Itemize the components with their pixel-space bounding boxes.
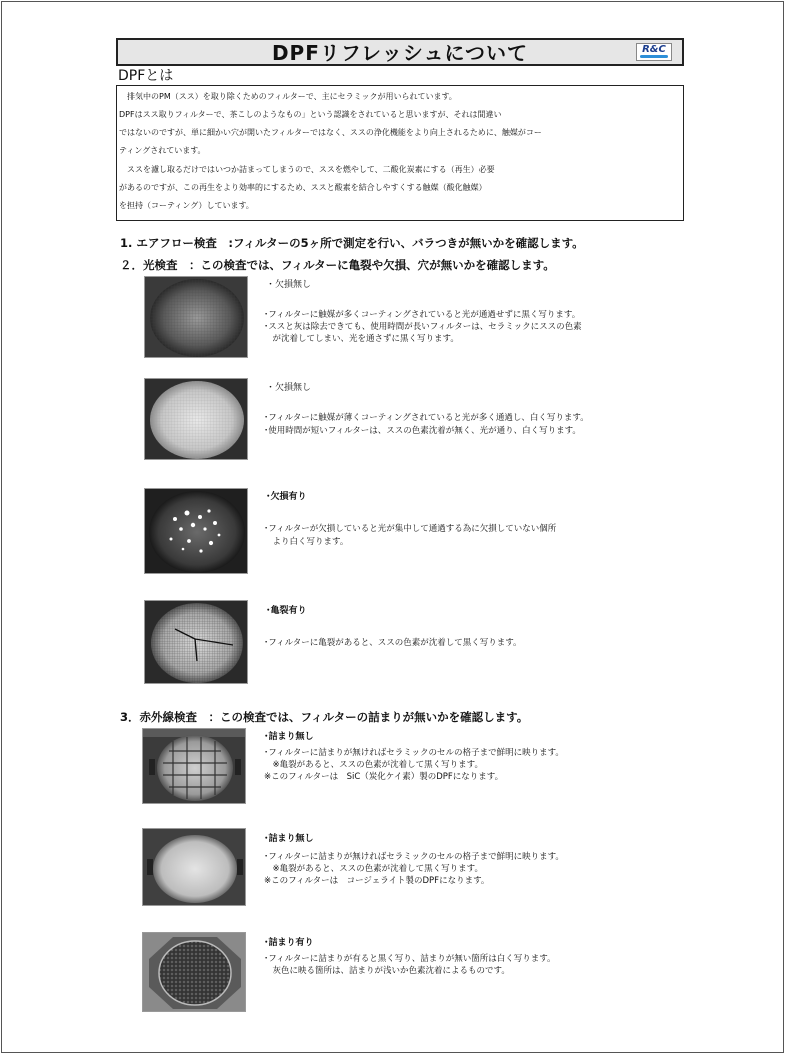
intro-line: を担持（コーティング）しています。 (119, 201, 254, 210)
light-heading: ２．光検査 ：この検査では、フィルターに亀裂や欠損、穴が無いかを確認します。 (120, 258, 555, 272)
intro-line: ティングされています。 (119, 146, 206, 155)
light-photo-bright (144, 378, 248, 460)
page-title: DPFリフレッシュについて (271, 41, 529, 65)
infrared-heading: 3．赤外線検査 ：この検査では、フィルターの詰まりが無いかを確認します。 (120, 710, 529, 724)
light-item-2-line: ･使用時間が短いフィルターは、ススの色素沈着が無く、光が通り、白く写ります。 (264, 426, 581, 436)
infrared-item-3-line: 灰色に映る箇所は、詰まりが浅いか色素沈着によるものです。 (264, 966, 510, 976)
light-item-3-line: ･フィルターが欠損していると光が集中して通過する為に欠損していない個所 (264, 524, 557, 534)
intro-heading: DPFとは (118, 68, 174, 84)
logo-wave-icon (640, 55, 668, 58)
intro-box (116, 85, 684, 221)
light-item-2-title: ・欠損無し (266, 383, 312, 393)
infrared-item-3-title: ･詰まり有り (264, 938, 314, 948)
intro-line: DPFはスス取りフィルターで、茶こしのようなもの」という認識をされていると思いますが、それは間違い (119, 110, 502, 119)
company-logo (636, 43, 672, 61)
light-item-1-line: ･ススと灰は除去できても、使用時間が長いフィルターは、セラミックにススの色素 (264, 322, 582, 332)
light-photo-crack (144, 600, 248, 684)
light-item-4-title: ･亀裂有り (266, 606, 307, 616)
infrared-item-1-line: ※亀裂があると、ススの色素が沈着して黒く写ります。 (264, 760, 483, 770)
infrared-item-2-line: ※亀裂があると、ススの色素が沈着して黒く写ります。 (264, 864, 483, 874)
infrared-photo-cordierite (142, 828, 246, 906)
light-item-1-line: が沈着してしまい、光を通さずに黒く写ります。 (264, 334, 459, 344)
infrared-item-1-line: ･フィルターに詰まりが無ければセラミックのセルの格子まで鮮明に映ります。 (264, 748, 564, 758)
infrared-photo-clogged (142, 932, 246, 1012)
infrared-item-2-line: ･フィルターに詰まりが無ければセラミックのセルの格子まで鮮明に映ります。 (264, 852, 564, 862)
infrared-item-2-title: ･詰まり無し (264, 834, 314, 844)
light-item-2-line: ･フィルターに触媒が薄くコーティングされていると光が多く通過し、白く写ります。 (264, 413, 589, 423)
infrared-item-2-line: ※このフィルターは コージェライト製のDPFになります。 (264, 876, 490, 886)
title-bar (116, 38, 684, 66)
light-photo-dark (144, 276, 248, 358)
infrared-item-3-line: ･フィルターに詰まりが有ると黒く写り、詰まりが無い箇所は白く写ります。 (264, 954, 556, 964)
infrared-item-1-line: ※このフィルターは SiC（炭化ケイ素）製のDPFになります。 (264, 772, 504, 782)
light-photo-defect (144, 488, 248, 574)
light-item-3-line: より白く写ります。 (264, 537, 349, 547)
infrared-item-1-title: ･詰まり無し (264, 732, 314, 742)
intro-line: ススを濾し取るだけではいつか詰まってしまうので、ススを燃やして、二酸化炭素にする（再生）必要 (119, 165, 495, 174)
light-item-1-title: ・欠損無し (266, 280, 312, 290)
infrared-photo-sic (142, 728, 246, 804)
logo-text: R&C (642, 44, 666, 55)
light-item-4-line: ･フィルターに亀裂があると、ススの色素が沈着して黒く写ります。 (264, 638, 522, 648)
intro-line: があるのですが、この再生をより効率的にするため、ススと酸素を結合しやすくする触媒（酸化触媒） (119, 183, 487, 192)
intro-line: ではないのですが、単に細かい穴が開いたフィルターではなく、ススの浄化機能をより向上されるために、触媒がコー (119, 128, 542, 137)
intro-line: 排気中のPM（スス）を取り除くためのフィルターで、主にセラミックが用いられています。 (119, 92, 457, 101)
light-item-1-line: ･フィルターに触媒が多くコーティングされていると光が通過せずに黒く写ります。 (264, 310, 581, 320)
light-item-3-title: ･欠損有り (266, 492, 307, 502)
airflow-heading: 1. エアフロー検査 :フィルターの5ヶ所で測定を行い、バラつきが無いかを確認します。 (120, 236, 584, 250)
